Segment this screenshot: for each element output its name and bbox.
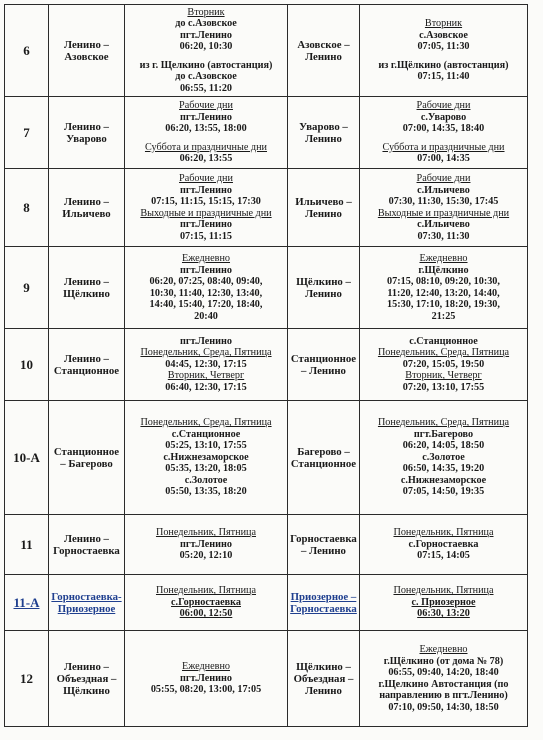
outbound-times (125, 515, 288, 575)
schedule-line: 06:20, 07:25, 08:40, 09:40, (149, 276, 263, 287)
schedule-line: пгт.Ленино (179, 219, 233, 230)
schedule-line: пгт.Ленино (179, 184, 233, 196)
day-type-label: Понедельник, Среда, Пятница (377, 417, 510, 429)
return-times (360, 631, 528, 727)
return-times (360, 5, 528, 97)
schedule-line: 06:55, 11:20 (179, 82, 233, 94)
schedule-line: пгт.Багерово (413, 428, 474, 440)
day-type-label: Понедельник, Среда, Пятница (140, 417, 272, 429)
route-outbound-label: Ленино – Ильичево (62, 195, 111, 220)
route-return-label: Горностаевка – Ленино (290, 532, 357, 557)
outbound-times (125, 575, 288, 631)
route-number-text: 12 (20, 670, 33, 686)
route-number-text: 8 (23, 199, 30, 215)
route-return-name (288, 97, 360, 169)
route-return-label: Ильичево – Ленино (295, 195, 352, 220)
spacer (362, 135, 525, 142)
outbound-times (125, 5, 288, 97)
route-row (5, 329, 528, 401)
schedule-line: 06:55, 09:40, 14:20, 18:40 (388, 667, 499, 678)
schedule-line: 07:20, 13:10, 17:55 (402, 381, 485, 393)
schedule-line: с.Золотое (184, 474, 228, 486)
schedule-line: пгт.Ленино (179, 264, 233, 276)
route-return-name (288, 247, 360, 329)
outbound-times (125, 401, 288, 515)
route-return-name (288, 631, 360, 727)
spacer (127, 53, 285, 60)
schedule-line: 07:15, 11:40 (417, 71, 470, 83)
schedule-line: 07:05, 11:30 (417, 41, 470, 53)
schedule-line: 05:55, 08:20, 13:00, 17:05 (150, 684, 262, 696)
schedule-line: 07:30, 11:30 (417, 230, 470, 242)
route-number-text: 9 (23, 279, 30, 295)
route-outbound-label: Ленино – Горностаевка (53, 532, 120, 557)
schedule-line: 05:25, 13:10, 17:55 (165, 440, 247, 452)
route-number (5, 97, 49, 169)
schedule-line: 14:40, 15:40, 17:20, 18:40, (149, 299, 263, 310)
schedule-line: 07:10, 09:50, 14:30, 18:50 (388, 701, 499, 713)
day-type-label: Рабочие дни (179, 173, 233, 184)
schedule-line: с.Ильичево (417, 219, 470, 230)
route-outbound-label: Станционное – Багерово (53, 445, 120, 470)
schedule-line: 07:00, 14:35 (417, 153, 470, 165)
schedule-line: 10:30, 11:40, 12:30, 13:40, (149, 287, 263, 299)
schedule-line: пгт.Ленино (179, 538, 233, 550)
route-number-text: 10-А (13, 449, 40, 465)
schedule-line: 07:20, 15:05, 19:50 (402, 358, 485, 370)
route-row (5, 575, 528, 631)
route-number (5, 169, 49, 247)
route-return-label: Щёлкино – Ленино (296, 275, 351, 300)
route-outbound-name (49, 575, 125, 631)
outbound-times (125, 97, 288, 169)
return-times (360, 169, 528, 247)
spacer (362, 53, 525, 60)
schedule-line: 07:15, 11:15 (179, 230, 233, 242)
route-outbound-name (49, 329, 125, 401)
outbound-times (125, 247, 288, 329)
schedule-line: г.Щёлкино (от дома № 78) (383, 655, 504, 667)
day-type-label: Вторник, Четверг (405, 370, 482, 382)
route-return-name (288, 401, 360, 515)
route-number (5, 401, 49, 515)
route-outbound-name (49, 401, 125, 515)
day-type-label: Понедельник, Пятница (155, 527, 257, 539)
schedule-line: 06:50, 14:35, 19:20 (402, 463, 485, 475)
return-times (360, 515, 528, 575)
route-row (5, 169, 528, 247)
schedule-line: с.Нижнезаморское (400, 474, 487, 486)
schedule-line: 07:15, 11:15, 15:15, 17:30 (151, 196, 261, 207)
schedule-line: 06:20, 13:55, 18:00 (165, 123, 247, 135)
day-type-label: Рабочие дни (416, 173, 471, 184)
route-return-label: Багерово – Станционное (290, 445, 357, 470)
day-type-label: Выходные и праздничные дни (140, 207, 272, 219)
schedule-line: 11:20, 12:40, 13:20, 14:40, (387, 287, 500, 299)
day-type-label: Ежедневно (181, 661, 231, 673)
route-number (5, 5, 49, 97)
schedule-line: с.Станционное (171, 428, 241, 440)
schedule-line: с.Золотое (422, 451, 465, 463)
route-outbound-name (49, 515, 125, 575)
schedule-line: с.Горностаевка (171, 596, 241, 608)
schedule-line: с.Нижнезаморское (163, 451, 249, 463)
return-times (360, 575, 528, 631)
schedule-line: до с.Азовское (175, 71, 237, 83)
route-number-text: 10 (20, 356, 33, 372)
schedule-line: 07:00, 14:35, 18:40 (402, 123, 485, 135)
route-number-text: 11 (20, 536, 33, 552)
schedule-line: пгт.Ленино (179, 111, 233, 123)
schedule-line: 06:20, 13:55 (179, 153, 233, 165)
day-type-label: Понедельник, Пятница (393, 585, 494, 597)
route-number (5, 515, 49, 575)
route-number-text: 7 (23, 124, 30, 140)
schedule-line: с.Горностаевка (408, 538, 479, 550)
route-outbound-label: Ленино – Уварово (64, 120, 109, 145)
day-type-label: Суббота и праздничные дни (144, 141, 268, 153)
schedule-line: из г.Щёлкино (автостанция) (378, 59, 509, 71)
route-row (5, 401, 528, 515)
route-outbound-name (49, 247, 125, 329)
schedule-line: 06:20, 14:05, 18:50 (402, 440, 485, 452)
schedule-line: 21:25 (431, 310, 456, 322)
schedule-body (5, 5, 528, 727)
schedule-line: 07:15, 08:10, 09:20, 10:30, (387, 276, 500, 287)
schedule-line: 07:05, 14:50, 19:35 (402, 486, 485, 498)
schedule-line: 06:30, 13:20 (417, 608, 470, 620)
route-return-name (288, 329, 360, 401)
route-return-name (288, 169, 360, 247)
route-number (5, 631, 49, 727)
schedule-line: 05:35, 13:20, 18:05 (165, 463, 247, 475)
route-row (5, 247, 528, 329)
day-type-label: Понедельник, Среда, Пятница (377, 347, 510, 359)
schedule-line: с. Приозерное (411, 596, 476, 608)
route-return-name (288, 515, 360, 575)
day-type-label: Суббота и праздничные дни (382, 141, 505, 153)
route-row (5, 97, 528, 169)
day-type-label: Понедельник, Пятница (155, 585, 257, 597)
day-type-label: Вторник, Четверг (167, 370, 245, 382)
return-times (360, 247, 528, 329)
route-outbound-name (49, 5, 125, 97)
schedule-line: 05:50, 13:35, 18:20 (165, 486, 247, 498)
bus-schedule-table (4, 4, 528, 727)
route-outbound-label: Ленино – Щёлкино (63, 275, 110, 300)
schedule-line: до с.Азовское (175, 18, 237, 30)
return-times (360, 97, 528, 169)
route-return-label: Приозерное – Горностаевка (290, 590, 357, 615)
route-outbound-label: Ленино – Объездная – Щёлкино (56, 660, 117, 697)
schedule-line: г.Щелкино Автостанция (по (378, 678, 509, 690)
return-times (360, 401, 528, 515)
route-row (5, 5, 528, 97)
return-times (360, 329, 528, 401)
day-type-label: Вторник (187, 6, 225, 18)
outbound-times (125, 631, 288, 727)
schedule-line: с.Уварово (420, 111, 467, 123)
schedule-line: 15:30, 17:10, 18:20, 19:30, (387, 299, 500, 310)
day-type-label: Выходные и праздничные дни (377, 207, 510, 219)
schedule-line: с.Станционное (409, 335, 478, 347)
route-outbound-name (49, 169, 125, 247)
route-return-label: Щёлкино – Объездная – Ленино (293, 660, 354, 697)
day-type-label: Ежедневно (181, 253, 231, 264)
route-number (5, 329, 49, 401)
route-outbound-name (49, 97, 125, 169)
route-return-label: Азовское – Ленино (297, 38, 350, 63)
day-type-label: Рабочие дни (179, 100, 233, 112)
route-return-name (288, 575, 360, 631)
route-return-name (288, 5, 360, 97)
route-row (5, 631, 528, 727)
route-outbound-name (49, 631, 125, 727)
route-number-text: 11-А (13, 594, 40, 610)
schedule-line: 06:40, 12:30, 17:15 (165, 381, 247, 393)
route-number (5, 247, 49, 329)
schedule-line: 07:30, 11:30, 15:30, 17:45 (388, 196, 499, 207)
schedule-line: 04:45, 12:30, 17:15 (165, 358, 247, 370)
schedule-line: 20:40 (194, 310, 218, 322)
schedule-line: пгт.Ленино (179, 29, 233, 41)
schedule-line: 05:20, 12:10 (179, 550, 233, 562)
schedule-line: из г. Щелкино (автостанция) (139, 59, 273, 71)
day-type-label: Понедельник, Пятница (393, 527, 494, 539)
route-outbound-label: Ленино – Азовское (64, 38, 109, 63)
route-return-label: Станционное – Ленино (290, 352, 357, 377)
schedule-line: 06:00, 12:50 (179, 608, 233, 620)
route-number (5, 575, 49, 631)
route-outbound-label: Горностаевка- Приозерное (51, 590, 122, 615)
day-type-label: Вторник (424, 18, 463, 30)
schedule-line: с.Азовское (419, 29, 468, 41)
schedule-line: направлению в пгт.Ленино) (379, 690, 508, 701)
route-row (5, 515, 528, 575)
day-type-label: Понедельник, Среда, Пятница (140, 347, 272, 359)
route-outbound-label: Ленино – Станционное (53, 352, 120, 377)
outbound-times (125, 169, 288, 247)
schedule-line: 06:20, 10:30 (179, 41, 233, 53)
route-number-text: 6 (23, 42, 30, 58)
schedule-line: пгт.Ленино (179, 672, 233, 684)
schedule-line: пгт.Ленино (179, 335, 233, 347)
day-type-label: Рабочие дни (416, 100, 471, 112)
schedule-line: с.Ильичево (417, 184, 470, 196)
schedule-line: 07:15, 14:05 (417, 550, 470, 562)
outbound-times (125, 329, 288, 401)
day-type-label: Ежедневно (419, 644, 468, 655)
day-type-label: Ежедневно (419, 253, 468, 264)
schedule-line: г.Щёлкино (418, 264, 469, 276)
route-return-label: Уварово – Ленино (299, 120, 348, 145)
spacer (127, 135, 285, 142)
